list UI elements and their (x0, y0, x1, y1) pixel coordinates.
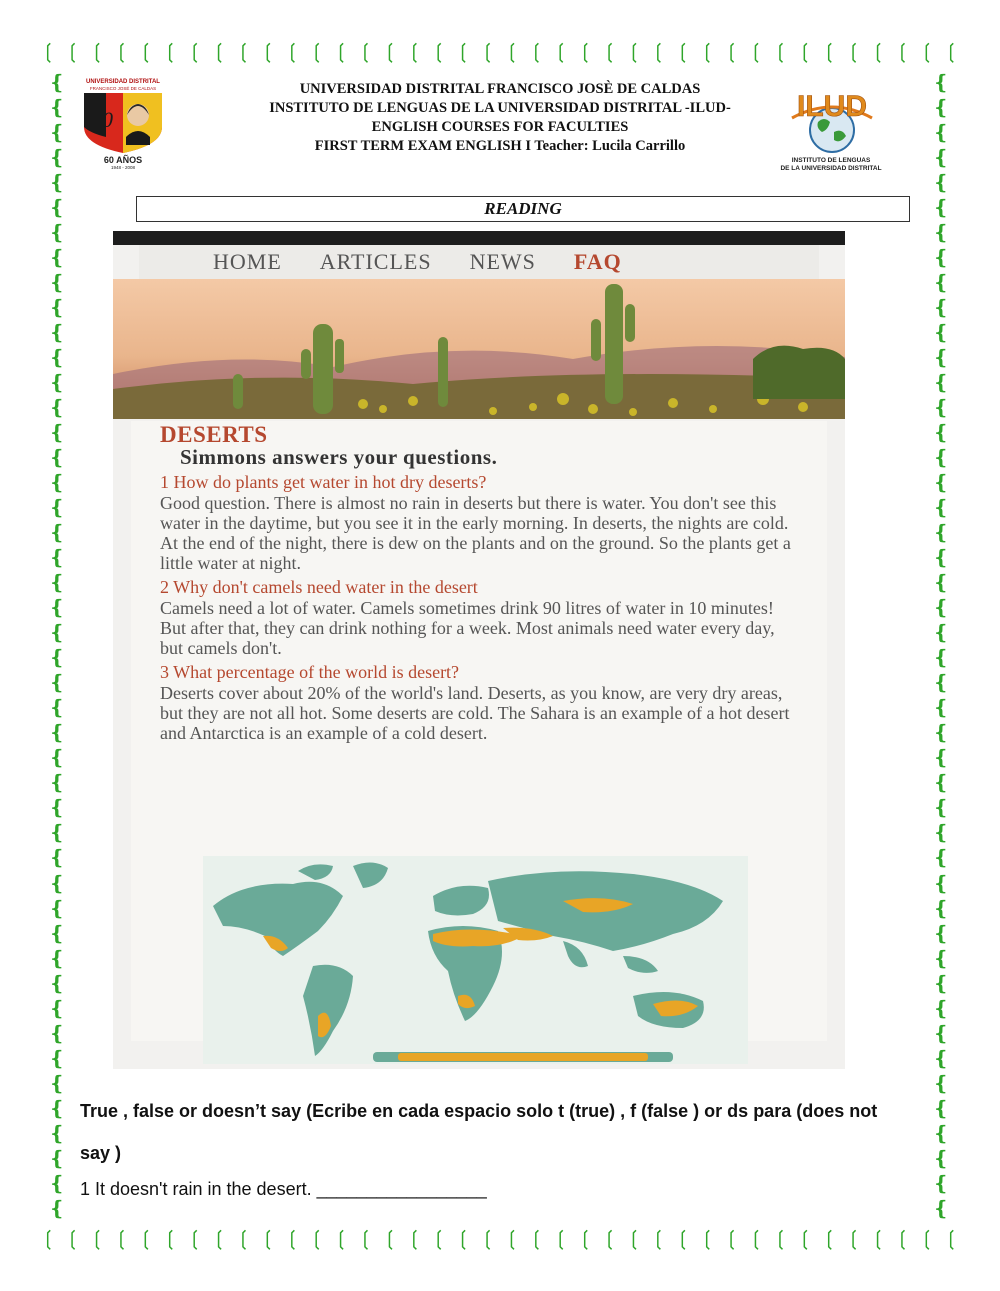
border-leaf-icon: ❴ (932, 320, 950, 345)
border-leaf-icon: ❲ (625, 1226, 643, 1250)
border-leaf-icon: ❲ (137, 39, 155, 63)
border-leaf-icon: ❴ (48, 895, 66, 920)
border-leaf-icon: ❲ (210, 39, 228, 63)
border-leaf-icon: ❲ (650, 1226, 667, 1250)
border-leaf-icon: ❲ (943, 1226, 960, 1250)
border-leaf-icon: ❲ (650, 39, 667, 63)
border-leaf-icon: ❴ (48, 120, 66, 145)
border-leaf-icon: ❴ (48, 745, 66, 770)
border-top (40, 38, 960, 64)
logo-left-top-text: UNIVERSIDAD DISTRITAL (86, 79, 160, 85)
border-leaf-icon: ❴ (932, 95, 950, 120)
answer-2: Camels need a lot of water. Camels sometimes drink 90 litres of water in 10 minutes! But after that, they can drink nothing for a week. Most animals need water every day, but camels don't. (160, 598, 775, 658)
border-leaf-icon: ❴ (48, 1120, 66, 1145)
border-leaf-icon: ❲ (894, 39, 911, 63)
border-leaf-icon: ❴ (932, 295, 950, 320)
border-leaf-icon: ❴ (932, 745, 950, 770)
border-leaf-icon: ❴ (48, 170, 66, 195)
border-leaf-icon: ❴ (48, 445, 66, 470)
border-leaf-icon: ❲ (479, 1226, 497, 1250)
border-leaf-icon: ❲ (186, 1226, 204, 1250)
world-desert-map (203, 856, 748, 1064)
border-leaf-icon: ❴ (932, 470, 950, 495)
article-subtitle: Simmons answers your questions. (180, 445, 498, 469)
border-leaf-icon: ❴ (48, 220, 66, 245)
border-leaf-icon: ❲ (357, 1226, 375, 1250)
border-leaf-icon: ❴ (932, 270, 950, 295)
border-leaf-icon: ❴ (48, 995, 66, 1020)
article-title: DESERTS (160, 422, 268, 447)
logo-left-years: 1948 - 2008 (110, 165, 136, 170)
border-leaf-icon: ❴ (48, 645, 66, 670)
border-leaf-icon: ❴ (932, 645, 950, 670)
border-leaf-icon: ❴ (932, 1095, 950, 1120)
border-leaf-icon: ❴ (48, 95, 66, 120)
border-leaf-icon: ❲ (503, 1226, 521, 1250)
border-leaf-icon: ❲ (869, 39, 887, 63)
border-leaf-icon: ❴ (48, 395, 66, 420)
border-leaf-icon: ❲ (406, 39, 423, 63)
border-leaf-icon: ❴ (932, 220, 950, 245)
border-leaf-icon: ❲ (528, 39, 545, 63)
border-leaf-icon: ❲ (284, 1226, 301, 1250)
border-leaf-icon: ❴ (932, 920, 950, 945)
nav-home: HOME (213, 249, 282, 274)
border-leaf-icon: ❴ (932, 1120, 950, 1145)
border-leaf-icon: ❲ (503, 39, 521, 63)
border-leaf-icon: ❲ (284, 39, 301, 63)
border-leaf-icon: ❲ (40, 1226, 57, 1250)
border-leaf-icon: ❴ (48, 1195, 66, 1220)
border-leaf-icon: ❴ (932, 770, 950, 795)
border-leaf-icon: ❲ (674, 1226, 692, 1250)
border-leaf-icon: ❴ (48, 570, 66, 595)
border-leaf-icon: ❴ (48, 370, 66, 395)
border-leaf-icon: ❴ (932, 1045, 950, 1070)
border-leaf-icon: ❴ (48, 820, 66, 845)
border-leaf-icon: ❴ (48, 195, 66, 220)
border-leaf-icon: ❲ (894, 1226, 911, 1250)
border-leaf-icon: ❴ (932, 445, 950, 470)
header-line-1: UNIVERSIDAD DISTRITAL FRANCISCO JOSÈ DE CALDAS (299, 81, 701, 97)
border-leaf-icon: ❴ (48, 795, 66, 820)
border-leaf-icon: ❲ (698, 1226, 716, 1250)
border-leaf-icon: ❲ (625, 39, 643, 63)
answer-1: Good question. There is almost no rain in deserts but there is water. You don't see this water in the daytime, but you see it in the early morning. In deserts, the nights are cold. At the end of the night, there is dew on the plants and on the ground. So the plants get a little water at night. (160, 493, 791, 573)
border-leaf-icon: ❴ (932, 1070, 950, 1095)
border-leaf-icon: ❲ (747, 1226, 765, 1250)
border-leaf-icon: ❲ (528, 1226, 545, 1250)
header-line-2: INSTITUTO DE LENGUAS DE LA UNIVERSIDAD DISTRITAL -ILUD- (269, 100, 731, 116)
nav-faq: FAQ (573, 249, 622, 274)
border-leaf-icon: ❴ (932, 970, 950, 995)
question-item-1[interactable]: 1 It doesn't rain in the desert. _________________ (80, 1179, 487, 1199)
border-leaf-icon: ❴ (932, 1145, 950, 1170)
nav-news: NEWS (469, 249, 536, 274)
border-leaf-icon: ❴ (48, 620, 66, 645)
border-leaf-icon: ❲ (64, 39, 82, 63)
border-leaf-icon: ❲ (64, 1226, 82, 1250)
border-leaf-icon: ❲ (698, 39, 716, 63)
border-leaf-icon: ❴ (932, 420, 950, 445)
border-leaf-icon: ❲ (869, 1226, 887, 1250)
border-leaf-icon: ❴ (932, 845, 950, 870)
border-leaf-icon: ❲ (332, 1226, 350, 1250)
border-leaf-icon: ❴ (48, 720, 66, 745)
border-leaf-icon: ❲ (113, 1226, 130, 1250)
border-leaf-icon: ❲ (308, 1226, 326, 1250)
border-leaf-icon: ❴ (932, 345, 950, 370)
border-leaf-icon: ❴ (48, 920, 66, 945)
border-leaf-icon: ❲ (454, 1226, 472, 1250)
border-right (928, 70, 954, 1220)
border-leaf-icon: ❴ (48, 520, 66, 545)
border-leaf-icon: ❴ (48, 320, 66, 345)
border-leaf-icon: ❲ (308, 39, 326, 63)
border-leaf-icon: ❲ (918, 1226, 936, 1250)
border-leaf-icon: ❴ (932, 945, 950, 970)
border-leaf-icon: ❲ (772, 1226, 789, 1250)
border-leaf-icon: ❲ (113, 39, 130, 63)
border-leaf-icon: ❴ (932, 170, 950, 195)
border-leaf-icon: ❲ (357, 39, 375, 63)
border-leaf-icon: ❲ (674, 39, 692, 63)
border-leaf-icon: ❲ (162, 1226, 179, 1250)
border-leaf-icon: ❴ (932, 995, 950, 1020)
faq-article (160, 424, 800, 743)
ilud-logo-name: ILUD (797, 90, 867, 123)
border-leaf-icon: ❲ (796, 1226, 814, 1250)
border-leaf-icon: ❴ (932, 370, 950, 395)
border-leaf-icon: ❴ (932, 795, 950, 820)
border-leaf-icon: ❲ (845, 39, 863, 63)
border-leaf-icon: ❲ (552, 39, 570, 63)
border-leaf-icon: ❴ (48, 345, 66, 370)
border-leaf-icon: ❲ (821, 39, 838, 63)
border-leaf-icon: ❴ (932, 195, 950, 220)
border-leaf-icon: ❲ (454, 39, 472, 63)
border-leaf-icon: ❴ (932, 570, 950, 595)
answer-3: Deserts cover about 20% of the world's land. Deserts, as you know, are very dry areas, but they are not all hot. Some deserts are cold. The Sahara is an example of a hot desert and Antarctica is an example of a cold desert. (160, 683, 790, 743)
border-leaf-icon: ❲ (918, 39, 936, 63)
border-leaf-icon: ❲ (162, 39, 179, 63)
border-leaf-icon: ❴ (932, 620, 950, 645)
border-leaf-icon: ❴ (48, 970, 66, 995)
border-leaf-icon: ❲ (88, 1226, 106, 1250)
border-leaf-icon: ❲ (430, 39, 448, 63)
border-leaf-icon: ❲ (259, 1226, 277, 1250)
desert-banner-image (113, 279, 845, 419)
border-leaf-icon: ❲ (88, 39, 106, 63)
border-leaf-icon: ❲ (552, 1226, 570, 1250)
logo-left-anniv: 60 AÑOS (103, 155, 143, 165)
border-leaf-icon: ❴ (48, 1020, 66, 1045)
question-1: 1 How do plants get water in hot dry deserts? (160, 472, 487, 492)
border-leaf-icon: ❴ (48, 1095, 66, 1120)
border-leaf-icon: ❴ (48, 470, 66, 495)
border-leaf-icon: ❲ (576, 1226, 594, 1250)
border-leaf-icon: ❴ (932, 820, 950, 845)
border-leaf-icon: ❲ (845, 1226, 863, 1250)
border-leaf-icon: ❴ (48, 545, 66, 570)
border-leaf-icon: ❴ (932, 1020, 950, 1045)
border-leaf-icon: ❴ (932, 870, 950, 895)
border-leaf-icon: ❲ (210, 1226, 228, 1250)
ilud-logo (772, 88, 890, 178)
border-leaf-icon: ❲ (406, 1226, 423, 1250)
border-leaf-icon: ❴ (48, 695, 66, 720)
border-leaf-icon: ❴ (48, 1145, 66, 1170)
border-leaf-icon: ❴ (48, 495, 66, 520)
border-leaf-icon: ❴ (932, 245, 950, 270)
task-instruction: True , false or doesn’t say (Ecribe en cada espacio solo t (true) , f (false ) or ds para (does not say ) (80, 1101, 878, 1163)
border-leaf-icon: ❴ (932, 70, 950, 94)
border-leaf-icon: ❲ (576, 39, 594, 63)
border-leaf-icon: ❲ (381, 1226, 399, 1250)
border-leaf-icon: ❲ (332, 39, 350, 63)
border-leaf-icon: ❴ (48, 1045, 66, 1070)
ilud-caption-2: DE LA UNIVERSIDAD DISTRITAL (780, 165, 882, 172)
border-leaf-icon: ❲ (723, 39, 741, 63)
border-leaf-icon: ❲ (235, 39, 253, 63)
university-logo (76, 75, 171, 170)
logo-left-sub-text: FRANCISCO JOSÉ DE CALDAS (89, 86, 157, 91)
browser-topbar (113, 231, 845, 245)
border-leaf-icon: ❲ (259, 39, 277, 63)
border-leaf-icon: ❲ (796, 39, 814, 63)
border-leaf-icon: ❴ (932, 545, 950, 570)
border-leaf-icon: ❴ (48, 1170, 66, 1195)
border-leaf-icon: ❴ (48, 270, 66, 295)
border-leaf-icon: ❲ (723, 1226, 741, 1250)
border-leaf-icon: ❲ (747, 39, 765, 63)
border-leaf-icon: ❴ (932, 495, 950, 520)
question-3: 3 What percentage of the world is desert? (160, 662, 460, 682)
border-leaf-icon: ❴ (932, 895, 950, 920)
section-label: READING (136, 196, 910, 222)
border-leaf-icon: ❲ (479, 39, 497, 63)
nav-articles: ARTICLES (319, 249, 432, 274)
border-leaf-icon: ❲ (381, 39, 399, 63)
border-leaf-icon: ❲ (821, 1226, 838, 1250)
border-leaf-icon: ❴ (932, 145, 950, 170)
border-bottom (40, 1225, 960, 1251)
header-line-4: FIRST TERM EXAM ENGLISH I Teacher: Lucila Carrillo (314, 138, 686, 154)
border-leaf-icon: ❴ (48, 845, 66, 870)
border-leaf-icon: ❴ (48, 145, 66, 170)
border-leaf-icon: ❴ (932, 1170, 950, 1195)
border-leaf-icon: ❴ (48, 295, 66, 320)
border-leaf-icon: ❴ (932, 395, 950, 420)
border-leaf-icon: ❴ (932, 520, 950, 545)
border-leaf-icon: ❴ (932, 720, 950, 745)
border-leaf-icon: ❴ (48, 770, 66, 795)
ilud-caption-1: INSTITUTO DE LENGUAS (791, 157, 871, 164)
exam-header (200, 80, 800, 156)
question-2: 2 Why don't camels need water in the desert (160, 577, 478, 597)
border-leaf-icon: ❴ (932, 595, 950, 620)
header-line-3: ENGLISH COURSES FOR FACULTIES (371, 119, 629, 135)
site-nav (139, 245, 819, 279)
border-leaf-icon: ❲ (601, 1226, 619, 1250)
border-leaf-icon: ❴ (48, 870, 66, 895)
border-leaf-icon: ❲ (137, 1226, 155, 1250)
svg-text:0: 0 (102, 107, 113, 132)
border-leaf-icon: ❴ (932, 1195, 950, 1220)
border-leaf-icon: ❲ (430, 1226, 448, 1250)
border-leaf-icon: ❴ (48, 670, 66, 695)
border-leaf-icon: ❲ (943, 39, 960, 63)
border-leaf-icon: ❲ (235, 1226, 253, 1250)
border-leaf-icon: ❴ (932, 120, 950, 145)
border-leaf-icon: ❴ (48, 945, 66, 970)
border-leaf-icon: ❴ (932, 670, 950, 695)
border-leaf-icon: ❴ (932, 695, 950, 720)
border-leaf-icon: ❲ (601, 39, 619, 63)
border-leaf-icon: ❲ (186, 39, 204, 63)
border-leaf-icon: ❴ (48, 1070, 66, 1095)
border-leaf-icon: ❲ (40, 39, 57, 63)
border-leaf-icon: ❴ (48, 70, 66, 94)
border-leaf-icon: ❴ (48, 245, 66, 270)
article-screenshot (113, 231, 845, 1069)
border-left (44, 70, 70, 1220)
border-leaf-icon: ❴ (48, 420, 66, 445)
border-leaf-icon: ❴ (48, 595, 66, 620)
border-leaf-icon: ❲ (772, 39, 789, 63)
